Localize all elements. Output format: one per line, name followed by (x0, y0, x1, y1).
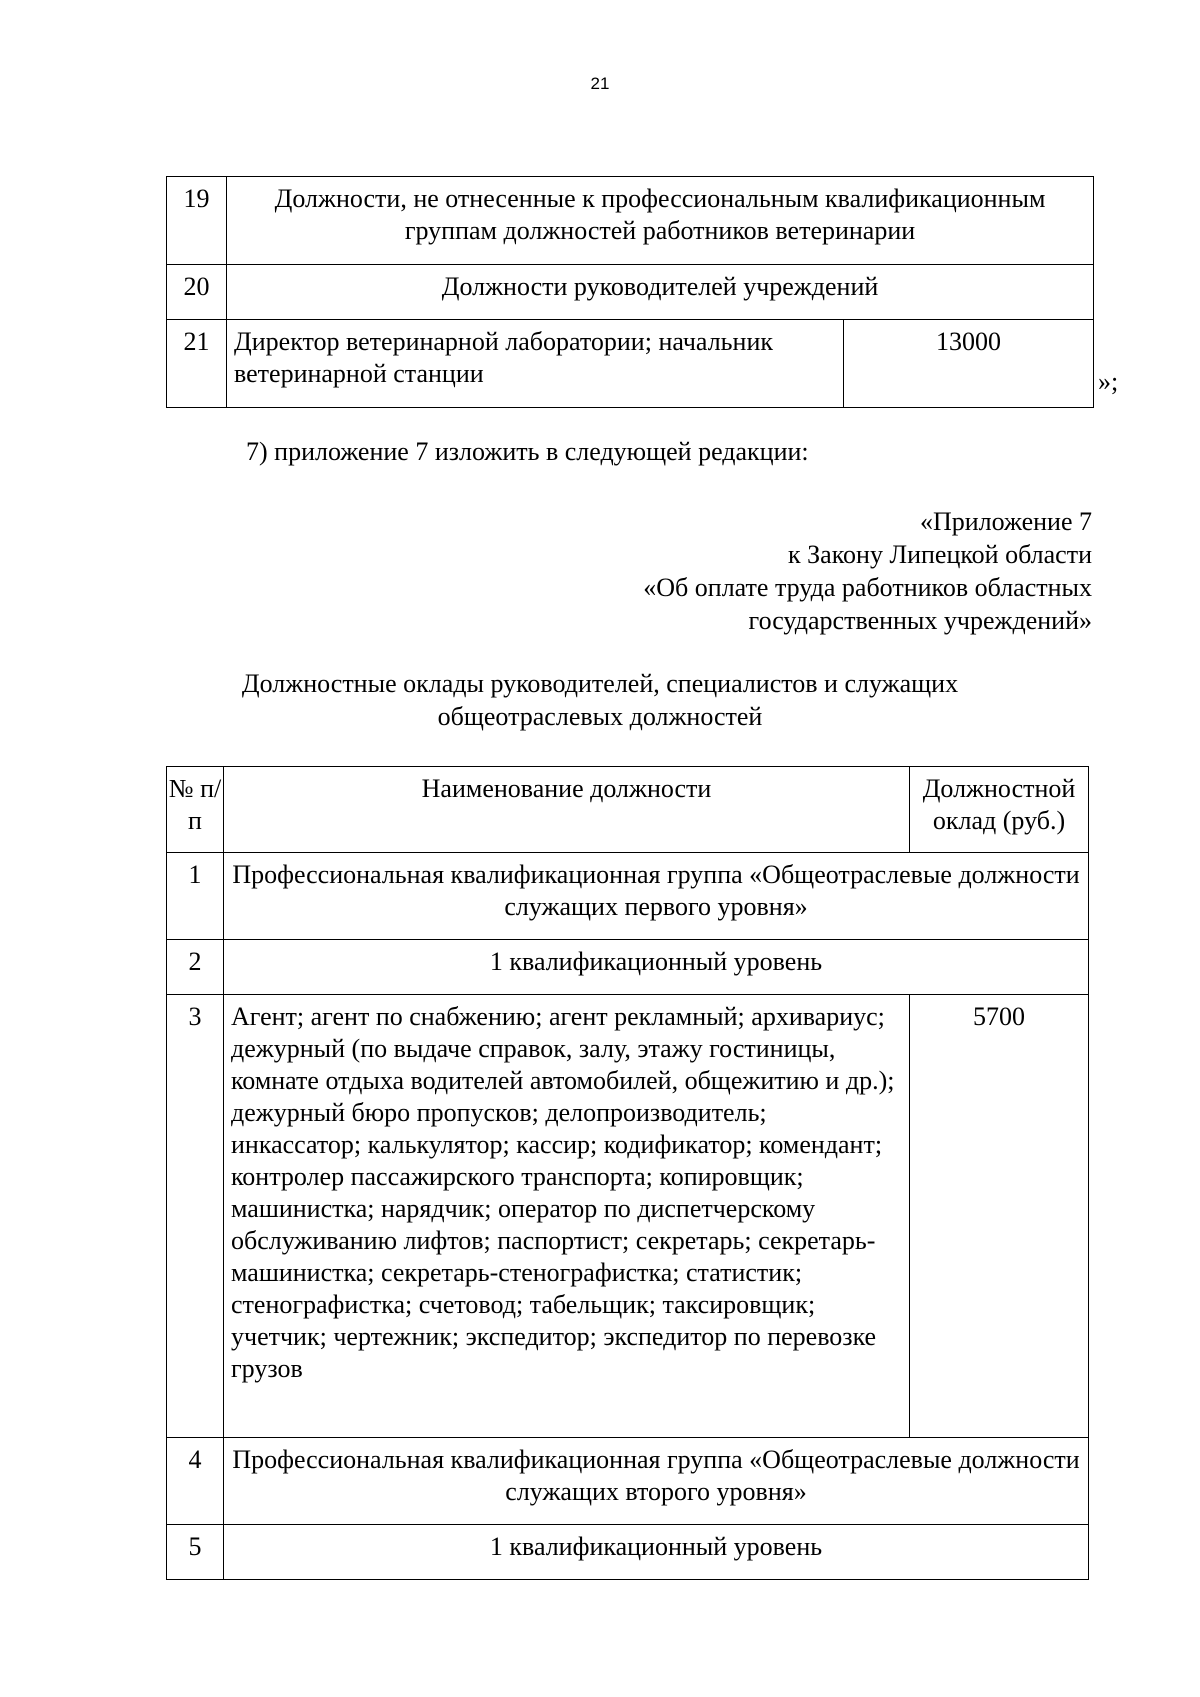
salary-table (166, 766, 1089, 1580)
salary-value: 13000 (844, 320, 1094, 408)
table-row (167, 265, 1094, 320)
table-row (167, 940, 1089, 995)
row-number: 4 (167, 1438, 224, 1525)
appendix-line: «Приложение 7 (919, 507, 1092, 536)
appendix-line: «Об оплате труда работников областных (643, 573, 1092, 602)
group-title: Должности руководителей учреждений (227, 265, 1094, 320)
table-row (167, 1438, 1089, 1525)
qualification-level: 1 квалификационный уровень (224, 940, 1089, 995)
table-row (167, 177, 1094, 265)
header-salary: Должностной оклад (руб.) (910, 767, 1089, 853)
title-line: общеотраслевых должностей (437, 702, 763, 731)
amendment-instruction: 7) приложение 7 изложить в следующей редакции: (246, 437, 809, 466)
row-number: 20 (167, 265, 227, 320)
table-row (167, 1525, 1089, 1580)
header-position-name: Наименование должности (224, 767, 910, 853)
row-number: 2 (167, 940, 224, 995)
group-title: Профессиональная квалификационная группа «Общеотраслевые должности служащих первого уровня» (224, 853, 1089, 940)
title-line: Должностные оклады руководителей, специалистов и служащих (241, 669, 959, 698)
header-number: № п/п (167, 767, 224, 853)
position-name: Директор ветеринарной лаборатории; начальник ветеринарной станции (227, 320, 844, 408)
position-list: Агент; агент по снабжению; агент рекламный; архивариус; дежурный (по выдаче справок, залу, этажу гостиницы, комнате отдыха водителей автомобилей, общежитию и др.); дежурный бюро пропусков; делопроизводитель; инкассатор; калькулятор; кассир; кодификатор; комендант; контролер пассажирского транспорта; копировщик; машинистка; нарядчик; оператор по диспетчерскому обслуживанию лифтов; паспортист; секретарь; секретарь-машинистка; секретарь-стенографистка; статистик; стенографистка; счетовод; табельщик; таксировщик; учетчик; чертежник; экспедитор; экспедитор по перевозке грузов (224, 995, 910, 1438)
row-number: 21 (167, 320, 227, 408)
closing-quote: »; (1098, 367, 1119, 396)
salary-table-continuation (166, 176, 1094, 408)
row-number: 1 (167, 853, 224, 940)
salary-value: 5700 (910, 995, 1089, 1438)
table-header-row (167, 767, 1089, 853)
row-number: 19 (167, 177, 227, 265)
table-row (167, 853, 1089, 940)
table-row (167, 995, 1089, 1438)
appendix-header (492, 505, 1092, 637)
group-title: Должности, не отнесенные к профессиональным квалификационным группам должностей работников ветеринарии (227, 177, 1094, 265)
appendix-line: государственных учреждений» (748, 606, 1092, 635)
appendix-line: к Закону Липецкой области (788, 540, 1092, 569)
page-number: 21 (590, 74, 610, 93)
qualification-level: 1 квалификационный уровень (224, 1525, 1089, 1580)
row-number: 3 (167, 995, 224, 1438)
row-number: 5 (167, 1525, 224, 1580)
group-title: Профессиональная квалификационная группа «Общеотраслевые должности служащих второго уровня» (224, 1438, 1089, 1525)
document-title (0, 667, 1200, 733)
table-row (167, 320, 1094, 408)
